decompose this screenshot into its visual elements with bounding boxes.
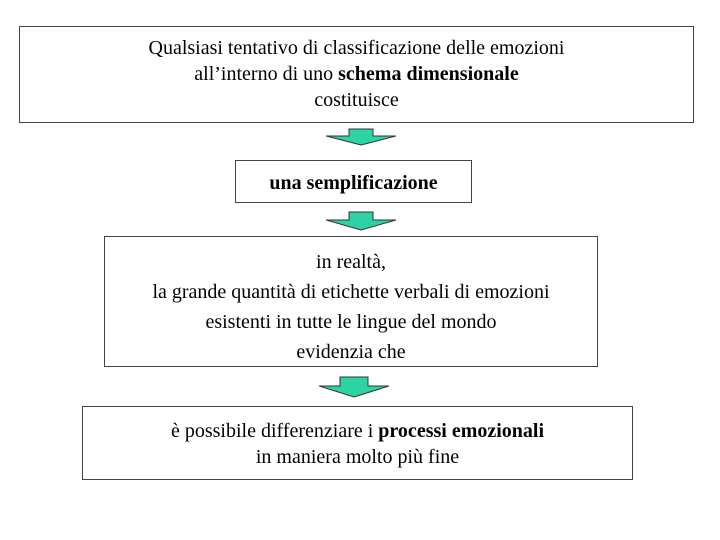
statement-1-line-2 <box>20 61 693 87</box>
down-arrow-icon <box>326 210 396 232</box>
statement-3-line-3: esistenti in tutte le lingue del mondo <box>205 311 497 333</box>
statement-1-line-2-text: all’interno di uno <box>194 63 339 85</box>
statement-1-line-1: Qualsiasi tentativo di classificazione delle emozioni <box>148 37 565 59</box>
down-arrow-icon <box>326 127 396 147</box>
statement-box-3 <box>104 236 598 367</box>
statement-4-line-2: in maniera molto più fine <box>255 446 460 468</box>
statement-3-line-2: la grande quantità di etichette verbali di emozioni <box>152 281 550 303</box>
emphasis-processi-emozionali: processi emozionali <box>378 420 545 442</box>
statement-box-4 <box>82 406 633 480</box>
statement-3-line-1: in realtà, <box>316 251 386 273</box>
statement-3-line-4: evidenzia che <box>296 341 406 363</box>
statement-4-line-1-text: è possibile differenziare i <box>170 420 379 442</box>
down-arrow-icon <box>319 375 389 399</box>
emphasis-schema-dimensionale: schema dimensionale <box>338 63 519 85</box>
statement-box-1 <box>19 26 694 123</box>
statement-4-line-1 <box>83 418 632 444</box>
statement-2-text: una semplificazione <box>269 172 438 194</box>
statement-box-2 <box>235 160 472 203</box>
statement-1-line-3: costituisce <box>314 89 399 111</box>
